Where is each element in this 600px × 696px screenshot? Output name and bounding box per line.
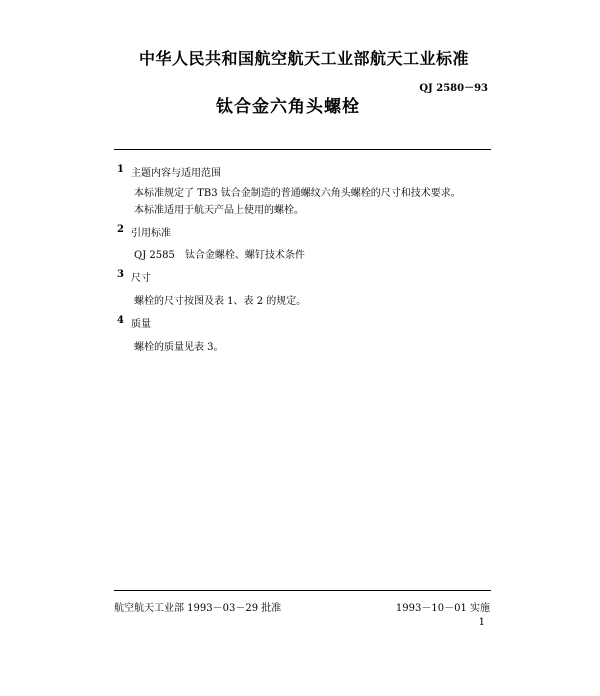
header-divider bbox=[114, 149, 491, 150]
section-1-number: 1 bbox=[117, 164, 124, 175]
standard-code: QJ 2580－93 bbox=[419, 83, 488, 94]
section-4-paragraph: 螺栓的质量见表 3。 bbox=[134, 342, 224, 353]
section-4-heading: 质量 bbox=[131, 319, 151, 330]
section-3-paragraph: 螺栓的尺寸按图及表 1、表 2 的规定。 bbox=[134, 296, 307, 307]
section-1-heading: 主题内容与适用范围 bbox=[131, 168, 221, 179]
document-title: 钛合金六角头螺栓 bbox=[216, 97, 360, 117]
section-4-number: 4 bbox=[117, 315, 124, 326]
section-3-heading: 尺寸 bbox=[131, 273, 151, 284]
section-2-number: 2 bbox=[117, 224, 124, 235]
organization-standard-title: 中华人民共和国航空航天工业部航天工业标准 bbox=[139, 49, 470, 68]
section-1-paragraph: 本标准适用于航天产品上使用的螺栓。 bbox=[134, 205, 304, 216]
footer-divider bbox=[114, 590, 491, 591]
section-1-paragraph: 本标准规定了 TB3 钛合金制造的普通螺纹六角头螺栓的尺寸和技术要求。 bbox=[134, 188, 461, 199]
implementation-date: 1993－10－01 实施 bbox=[395, 603, 490, 614]
section-2-paragraph: QJ 2585 钛合金螺栓、螺钉技术条件 bbox=[134, 250, 305, 261]
approval-date: 航空航天工业部 1993－03－29 批准 bbox=[114, 603, 282, 614]
section-3-number: 3 bbox=[117, 269, 124, 280]
section-2-heading: 引用标准 bbox=[131, 228, 171, 239]
page-number: 1 bbox=[478, 617, 485, 628]
